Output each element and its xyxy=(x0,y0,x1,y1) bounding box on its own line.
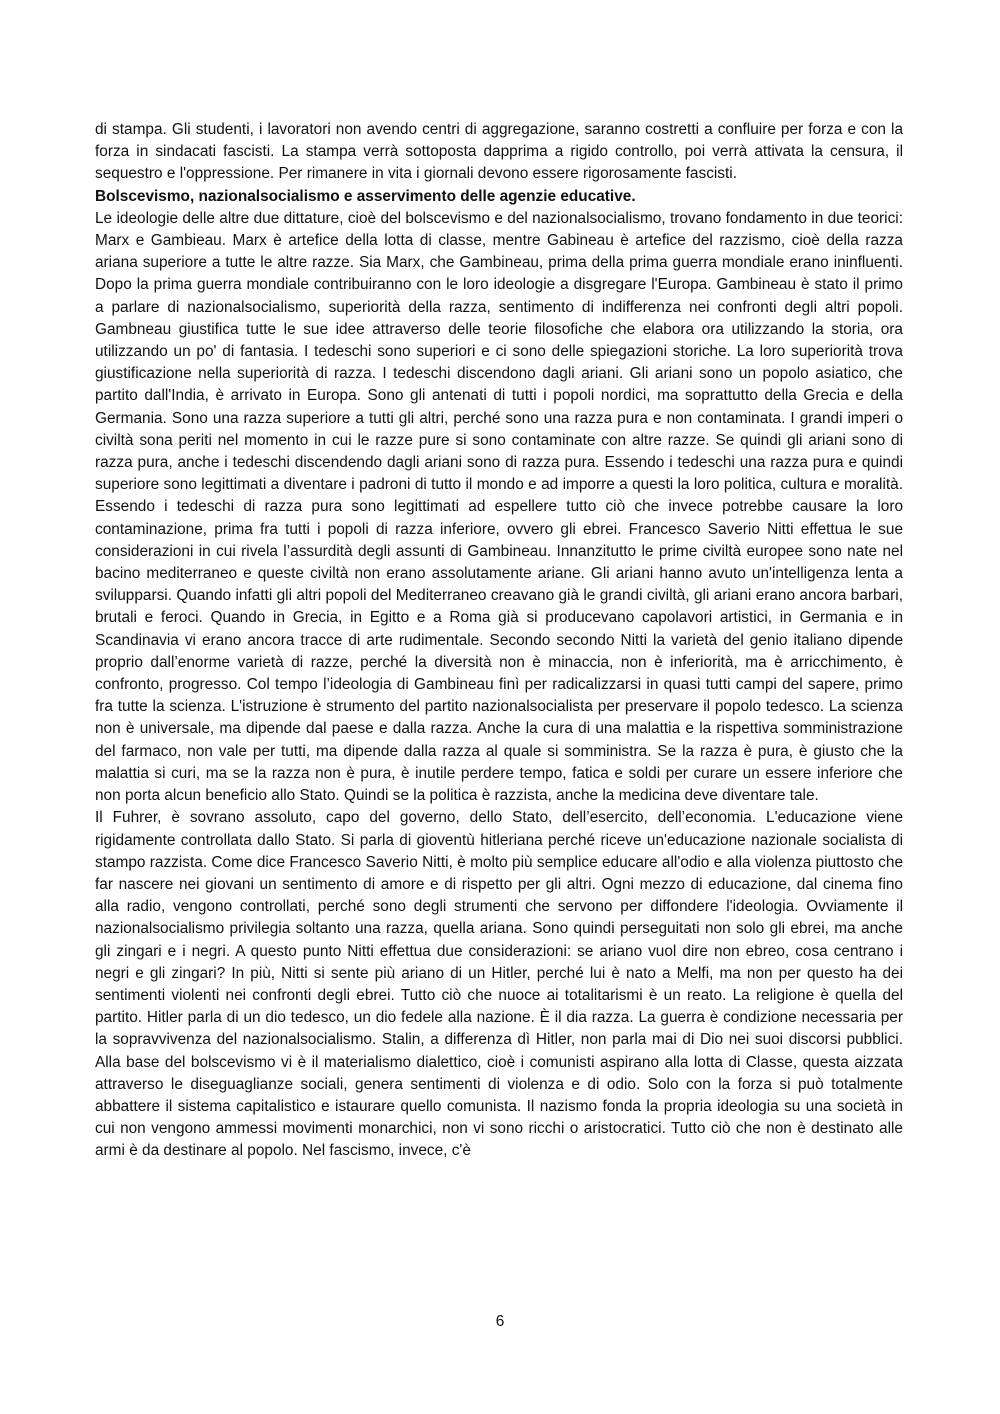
page-number: 6 xyxy=(495,1313,505,1330)
section-heading: Bolscevismo, nazionalsocialismo e asservimento delle agenzie educative. xyxy=(95,187,636,205)
paragraph-ideologies: Le ideologie delle altre due dittature, cioè del bolscevismo e del nazionalsocialismo, trovano fondamento in due teorici: Marx e Gambieau. Marx è artefice della lotta di classe, mentre Gabineau è artefice del razzismo, cioè della razza ariana superiore a tutte le altre razze. Sia Marx, che Gambineau, prima della prima guerra mondiale erano ininfluenti. Dopo la prima guerra mondiale contribuiranno con le loro ideologie a disgregare l'Europa. Gambineau è stato il primo a parlare di nazionalsocialismo, superiorità della razza, sentimento di indifferenza nei confronti degli altri popoli. Gambneau giustifica tutte le sue idee attraverso delle teorie filosofiche che elabora ora utilizzando la storia, ora utilizzando un po' di fantasia. I tedeschi sono superiori e ci sono delle spiegazioni storiche. La loro superiorità trova giustificazione nella superiorità di razza. I tedeschi discendono dagli ariani. Gli ariani sono un popolo asiatico, che partito dall'India, è arrivato in Europa. Sono gli antenati di tutti i popoli nordici, ma soprattutto della Grecia e della Germania. Sono una razza superiore a tutti gli altri, perché sono una razza pura e non contaminata. I grandi imperi o civiltà sona periti nel momento in cui le razze pure si sono contaminate con altre razze. Se quindi gli ariani sono di razza pura, anche i tedeschi discendendo dagli ariani sono di razza pura. Essendo i tedeschi una razza pura e quindi superiore sono legittimati a diventare i padroni di tutto il mondo e ad imporre a questi la loro politica, cultura e moralità. Essendo i tedeschi di razza pura sono legittimati ad espellere tutto ciò che invece potrebbe causare la loro contaminazione, prima fra tutti i popoli di razza inferiore, ovvero gli ebrei. Francesco Saverio Nitti effettua le sue considerazioni in cui rivela l’assurdità degli assunti di Gambineau. Innanzitutto le prime civiltà europee sono nate nel bacino mediterraneo e queste civiltà non erano assolutamente ariane. Gli ariani hanno avuto un'intelligenza lenta a svilupparsi. Quando infatti gli altri popoli del Mediterraneo creavano già le grandi civiltà, gli ariani erano ancora barbari, brutali e feroci. Quando in Grecia, in Egitto e a Roma già si producevano capolavori artistici, in Germania e in Scandinavia vi erano ancora tracce di arte rudimentale. Secondo secondo Nitti la varietà del genio italiano dipende proprio dall’enorme varietà di razze, perché la diversità non è minaccia, non è inferiorità, ma è arricchimento, è confronto, progresso. Col tempo l’ideologia di Gambineau finì per radicalizzarsi in quasi tutti campi del sapere, primo fra tutte la scienza. L'istruzione è strumento del partito nazionalsocialista per preservare il popolo tedesco. La scienza non è universale, ma dipende dal paese e dalla razza. Anche la cura di una malattia e la rispettiva somministrazione del farmaco, non vale per tutti, ma dipende dalla razza al quale si somministra. Se la razza è pura, è giusto che la malattia si curi, ma se la razza non è pura, è inutile perdere tempo, fatica e soldi per curare un essere inferiore che non porta alcun beneficio allo Stato. Quindi se la politica è razzista, anche la medicina deve diventare tale. xyxy=(95,209,903,805)
document-page xyxy=(95,119,903,1163)
paragraph-fuhrer: Il Fuhrer, è sovrano assoluto, capo del governo, dello Stato, dell’esercito, dell’economia. L'educazione viene rigidamente controllata dallo Stato. Si parla di gioventù hitleriana perché riceve un'educazione nazionale socialista di stampo razzista. Come dice Francesco Saverio Nitti, è molto più semplice educare all'odio e alla violenza piuttosto che far nascere nei giovani un sentimento di amore e di rispetto per gli altri. Ogni mezzo di educazione, dal cinema fino alla radio, vengono controllati, perché sono degli strumenti che servono per diffondere l'ideologia. Ovviamente il nazionalsocialismo privilegia soltanto una razza, quella ariana. Sono quindi perseguitati non solo gli ebrei, ma anche gli zingari e i negri. A questo punto Nitti effettua due considerazioni: se ariano vuol dire non ebreo, cosa centrano i negri e gli zingari? In più, Nitti si sente più ariano di un Hitler, perché lui è nato a Melfi, ma non per questo ha dei sentimenti violenti nei confronti degli ebrei. Tutto ciò che nuoce ai totalitarismi è un reato. La religione è quella del partito. Hitler parla di un dio tedesco, un dio fedele alla nazione. È il dia razza. La guerra è condizione necessaria per la sopravvivenza del nazionalsocialismo. Stalin, a differenza dì Hitler, non parla mai di Dio nei suoi discorsi pubblici. Alla base del bolscevismo vi è il materialismo dialettico, cioè i comunisti aspirano alla lotta di Classe, questa aizzata attraverso le diseguaglianze sociali, genera sentimenti di violenza e di odio. Solo con la forza si può totalmente abbattere il sistema capitalistico e istaurare quello comunista. Il nazismo fonda la propria ideologia su una società in cui non vengono ammessi movimenti monarchici, non vi sono ricchi o aristocratici. Tutto ciò che non è destinato alle armi è da destinare al popolo. Nel fascismo, invece, c'è xyxy=(95,809,903,1160)
paragraph-intro: di stampa. Gli studenti, i lavoratori non avendo centri di aggregazione, saranno costretti a confluire per forza e con la forza in sindacati fascisti. La stampa verrà sottoposta dapprima a rigido controllo, poi verrà attivata la censura, il sequestro e l'oppressione. Per rimanere in vita i giornali devono essere rigorosamente fascisti. xyxy=(95,121,903,183)
